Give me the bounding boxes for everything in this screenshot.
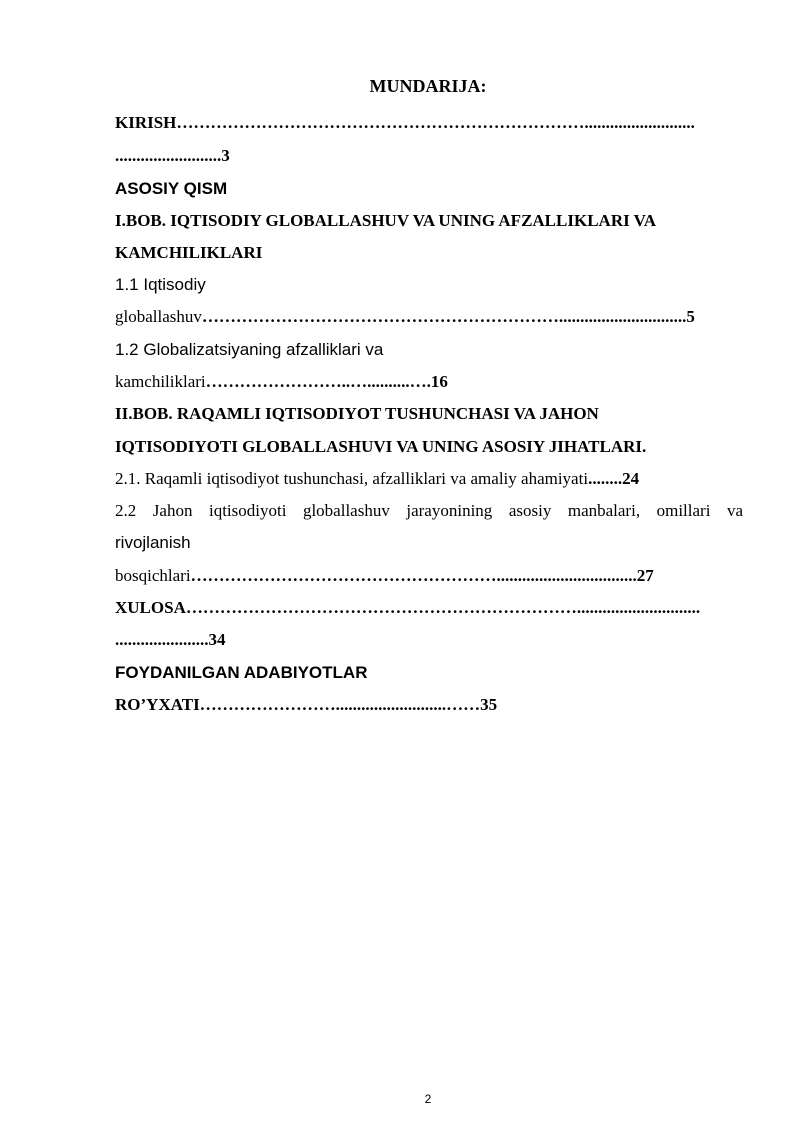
toc-section-1-1: 1.1 Iqtisodiy <box>115 275 206 294</box>
toc-chapter-2-title-cont: IQTISODIYOTI GLOBALLASHUVI VA UNING ASOSIY JIHATLARI. <box>115 437 647 456</box>
page-number: 2 <box>424 1092 432 1106</box>
toc-section-1-2-text: kamchiliklari <box>115 372 206 391</box>
toc-heading-asosiy-qism: ASOSIY QISM <box>115 179 228 198</box>
toc-section-1-1-leader: ………………………………………………………..............................5 <box>201 307 695 326</box>
toc-section-1-2-leader: ……………………..…..........….16 <box>205 372 448 391</box>
page-title: MUNDARIJA: <box>369 76 487 96</box>
toc-section-2-1 <box>115 468 743 490</box>
toc-chapter-1-title-cont: KAMCHILIKLARI <box>115 243 263 262</box>
toc-section-2-2: 2.2 Jahon iqtisodiyoti globallashuv jarayonining asosiy manbalari, omillari va <box>115 501 743 520</box>
toc-section-2-1-leader: ........24 <box>588 469 640 488</box>
toc-section-1-1-text: globallashuv <box>115 307 202 326</box>
toc-entry-adabiyotlar-cont: RO’YXATI……………………..........................……35 <box>115 695 498 714</box>
toc-section-2-2-final <box>115 565 743 587</box>
toc-section-1-2-cont <box>115 371 743 393</box>
toc-section-1-1-cont <box>115 306 743 328</box>
toc-entry-kirish-page: .........................3 <box>115 146 230 165</box>
toc-entry-adabiyotlar: FOYDANILGAN ADABIYOTLAR <box>115 663 368 682</box>
toc-entry-kirish: KIRISH……………………………………………………………….......................... <box>115 113 695 132</box>
toc-entry-xulosa: XULOSA……………………………………………………………............................. <box>115 598 701 617</box>
toc-section-1-2: 1.2 Globalizatsiyaning afzalliklari va <box>115 340 384 359</box>
toc-section-2-2-text: bosqichlari <box>115 566 191 585</box>
toc-section-2-1-text: 2.1. Raqamli iqtisodiyot tushunchasi, afzalliklari va amaliy ahamiyati <box>115 469 589 488</box>
toc-section-2-2-cont: rivojlanish <box>115 533 191 552</box>
toc-entry-xulosa-page: ......................34 <box>115 630 226 649</box>
toc-section-2-2-leader: ……………………………………………….................................27 <box>190 566 654 585</box>
toc-chapter-2-title: II.BOB. RAQAMLI IQTISODIYOT TUSHUNCHASI VA JAHON <box>115 404 599 423</box>
toc-chapter-1-title: I.BOB. IQTISODIY GLOBALLASHUV VA UNING AFZALLIKLARI VA <box>115 211 657 230</box>
